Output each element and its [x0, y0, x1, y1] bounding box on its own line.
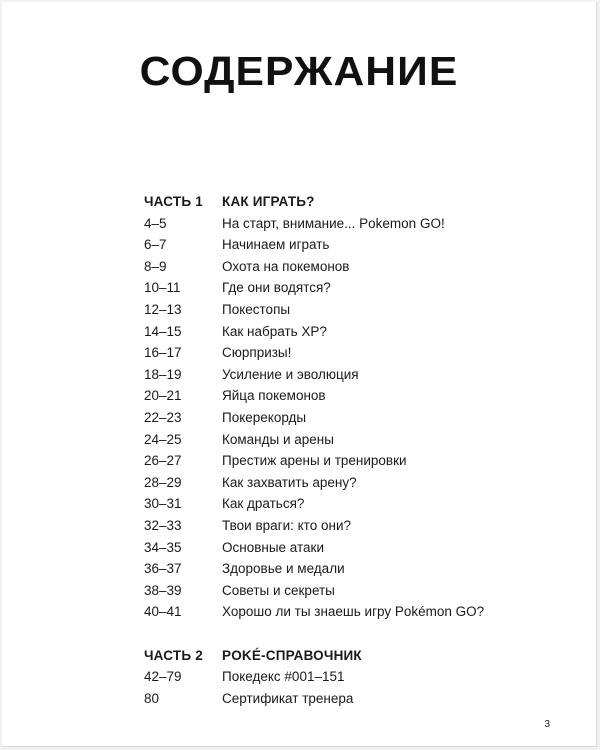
- document-page: [2, 2, 597, 747]
- toc-entry-pages: 38–39: [144, 582, 182, 598]
- part-label: ЧАСТЬ 1: [144, 194, 203, 209]
- toc-entry-pages: 14–15: [144, 323, 182, 339]
- toc-entry: [144, 472, 544, 494]
- toc-entry-title: Основные атаки: [222, 539, 325, 555]
- part-title: POKÉ-СПРАВОЧНИК: [222, 647, 362, 663]
- toc-entry-pages: 42–79: [144, 669, 182, 685]
- toc-entry-title: Твои враги: кто они?: [222, 517, 351, 533]
- toc-entry-title: Сюрпризы!: [222, 345, 292, 361]
- toc-entry-pages: 6–7: [144, 237, 167, 253]
- toc-entry: [144, 256, 544, 278]
- part-label: ЧАСТЬ 2: [144, 647, 203, 663]
- toc-entry: [144, 601, 544, 623]
- toc-entry-pages: 4–5: [144, 215, 167, 231]
- toc-entry-pages: 80: [144, 691, 160, 707]
- toc-entry-title: Советы и секреты: [222, 582, 335, 598]
- toc-entry-title: Яйца покемонов: [222, 388, 326, 404]
- toc-entry-pages: 30–31: [144, 496, 182, 512]
- toc-entry-title: Покестопы: [222, 301, 291, 317]
- toc-entry-title: Где они водятся?: [222, 280, 331, 296]
- toc-entry-title: Сертификат тренера: [222, 691, 354, 707]
- part-separator: [144, 623, 544, 645]
- toc-entry-title: Здоровье и медали: [222, 561, 345, 577]
- toc-entry-title: Как набрать XP?: [222, 323, 327, 339]
- toc-entry-pages: 36–37: [144, 561, 182, 577]
- toc-entry-title: Усиление и эволюция: [222, 366, 359, 382]
- toc-entry: [144, 342, 544, 364]
- table-of-contents: [144, 191, 544, 710]
- toc-entry-title: Хорошо ли ты знаешь игру Pokémon GO?: [222, 604, 485, 620]
- toc-entry-pages: 34–35: [144, 539, 182, 555]
- page-title: СОДЕРЖАНИЕ: [139, 48, 459, 94]
- page-number: 3: [544, 719, 550, 730]
- toc-entry: [144, 493, 544, 515]
- toc-entry-pages: 18–19: [144, 366, 182, 382]
- toc-entry-pages: 22–23: [144, 409, 182, 425]
- toc-entry-pages: 24–25: [144, 431, 182, 447]
- toc-entry: [144, 299, 544, 321]
- toc-entry: [144, 213, 544, 235]
- toc-entry-pages: 32–33: [144, 517, 182, 533]
- toc-entry-title: На старт, внимание... Pokemon GO!: [222, 215, 445, 231]
- toc-entry-title: Как драться?: [222, 496, 305, 512]
- toc-entry-title: Охота на покемонов: [222, 258, 350, 274]
- toc-entry-title: Престиж арены и тренировки: [222, 453, 407, 469]
- part-title: КАК ИГРАТЬ?: [222, 194, 315, 209]
- toc-entry-title: Покедекс #001–151: [222, 669, 345, 685]
- toc-entry: [144, 385, 544, 407]
- part-heading: [144, 645, 544, 667]
- toc-entry: [144, 580, 544, 602]
- toc-entry: [144, 537, 544, 559]
- toc-entry: [144, 407, 544, 429]
- toc-entry: [144, 558, 544, 580]
- toc-entry-title: Покерекорды: [222, 409, 307, 425]
- toc-entry: [144, 515, 544, 537]
- toc-entry: [144, 429, 544, 451]
- toc-entry-pages: 26–27: [144, 453, 182, 469]
- toc-entry-pages: 20–21: [144, 388, 182, 404]
- toc-entry: [144, 277, 544, 299]
- toc-entry: [144, 450, 544, 472]
- toc-entry: [144, 234, 544, 256]
- toc-entry: [144, 666, 544, 688]
- toc-entry-pages: 28–29: [144, 474, 182, 490]
- toc-entry: [144, 688, 544, 710]
- toc-entry-pages: 10–11: [144, 280, 181, 296]
- part-heading: [144, 191, 544, 213]
- toc-entry-title: Начинаем играть: [222, 237, 330, 253]
- toc-entry: [144, 321, 544, 343]
- toc-entry-pages: 12–13: [144, 301, 182, 317]
- toc-entry-pages: 8–9: [144, 258, 167, 274]
- toc-entry-pages: 16–17: [144, 345, 182, 361]
- toc-entry-title: Команды и арены: [222, 431, 334, 447]
- toc-entry-pages: 40–41: [144, 604, 182, 620]
- toc-entry-title: Как захватить арену?: [222, 474, 357, 490]
- toc-entry: [144, 364, 544, 386]
